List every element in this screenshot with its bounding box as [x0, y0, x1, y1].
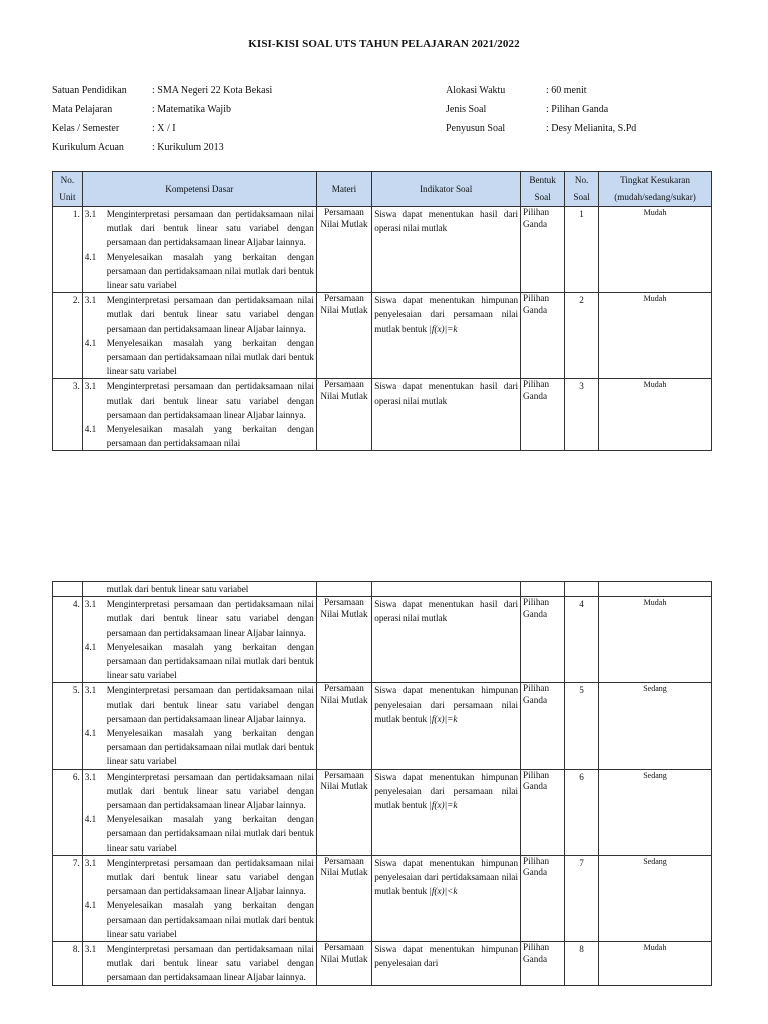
materi-cell: Persamaan Nilai Mutlak: [316, 597, 371, 683]
indikator-cell: [372, 207, 521, 293]
row-number: 5.: [53, 683, 83, 769]
kd-text: Menginterpretasi persamaan dan pertidaksamaan nilai mutlak dari bentuk linear satu variabel dengan persamaan dan pertidaksamaan linear Aljabar lainnya.: [106, 209, 314, 248]
kd-text: Menyelesaikan masalah yang berkaitan dengan persamaan dan pertidaksamaan nilai mutlak dari bentuk linear satu variabel: [106, 900, 314, 939]
table-row: [53, 293, 712, 379]
meta-row: [446, 81, 636, 100]
tingkat-cell: Mudah: [599, 942, 712, 986]
header-no-unit: No. Unit: [53, 172, 83, 207]
kompetensi-cell: [82, 855, 316, 941]
kd-text: Menyelesaikan masalah yang berkaitan dengan persamaan dan pertidaksamaan nilai mutlak dari bentuk linear satu variabel: [106, 641, 314, 681]
kd-text: Menyelesaikan masalah yang berkaitan dengan persamaan dan pertidaksamaan nilai: [106, 424, 314, 449]
materi-cell: Persamaan Nilai Mutlak: [316, 683, 371, 769]
kd-number: 4.1: [84, 900, 97, 911]
tingkat-cell: Sedang: [599, 683, 712, 769]
kd-number: 3.1: [84, 209, 97, 219]
header-tingkat: Tingkat Kesukaran (mudah/sedang/sukar): [599, 172, 712, 207]
no-soal-cell: [565, 582, 599, 597]
formula: |f(x)|<k: [429, 886, 458, 897]
row-number: 7.: [53, 855, 83, 941]
meta-value: : SMA Negeri 22 Kota Bekasi: [152, 85, 273, 96]
header-indikator: Indikator Soal: [372, 172, 521, 207]
no-soal-cell: 4: [565, 597, 599, 683]
kd-number: 4.1: [84, 424, 97, 435]
kd-text: Menginterpretasi persamaan dan pertidaksamaan nilai mutlak dari bentuk linear satu variabel dengan persamaan dan pertidaksamaan linear Aljabar lainnya.: [106, 944, 314, 983]
kd-3-1: [85, 683, 314, 726]
bentuk-cell: Pilihan Ganda: [521, 293, 565, 379]
meta-row: [446, 119, 636, 138]
bentuk-cell: Pilihan Ganda: [521, 942, 565, 986]
kompetensi-cell: [82, 379, 316, 451]
bentuk-cell: [521, 582, 565, 597]
materi-cell: Persamaan Nilai Mutlak: [316, 942, 371, 986]
row-number: [53, 582, 83, 597]
meta-right: [446, 81, 636, 138]
kd-number: 3.1: [84, 685, 97, 696]
meta-row: [52, 81, 272, 100]
kd-text: Menginterpretasi persamaan dan pertidaksamaan nilai mutlak dari bentuk linear satu variabel dengan persamaan dan pertidaksamaan linear Aljabar lainnya.: [106, 857, 314, 897]
header-materi: Materi: [316, 172, 371, 207]
kd-3-1: [85, 207, 314, 250]
kd-number: 4.1: [84, 337, 97, 348]
kd-text: mutlak dari bentuk linear satu variabel: [106, 584, 249, 594]
row-number: 6.: [53, 769, 83, 855]
document-title: KISI-KISI SOAL UTS TAHUN PELAJARAN 2021/2022: [248, 38, 520, 50]
meta-left: [52, 81, 272, 157]
meta-row: [52, 119, 272, 138]
tingkat-cell: Mudah: [599, 293, 712, 379]
header-bentuk: Bentuk Soal: [521, 172, 565, 207]
materi-cell: Persamaan Nilai Mutlak: [316, 855, 371, 941]
kd-3-1: [85, 770, 314, 813]
meta-label: Jenis Soal: [446, 104, 487, 115]
kd-3-1: [85, 856, 314, 899]
no-soal-cell: 3: [565, 379, 599, 451]
kd-4-1: [85, 336, 314, 379]
kisi-kisi-table-continued: [52, 581, 712, 986]
kisi-kisi-table: [52, 171, 712, 451]
indikator-text: Siswa dapat menentukan himpunan penyelesaian dari persamaan nilai mutlak bentuk: [374, 685, 519, 724]
meta-row: [446, 100, 636, 119]
bentuk-cell: Pilihan Ganda: [521, 597, 565, 683]
kd-4-1: [85, 812, 314, 855]
indikator-cell: [372, 597, 521, 683]
meta-row: [52, 138, 272, 157]
kompetensi-cell: [82, 293, 316, 379]
kd-4-1: [85, 640, 314, 683]
kd-text: Menyelesaikan masalah yang berkaitan dengan persamaan dan pertidaksamaan nilai mutlak dari bentuk linear satu variabel: [106, 251, 314, 291]
materi-cell: [316, 582, 371, 597]
header-kompetensi: Kompetensi Dasar: [82, 172, 316, 207]
meta-value: : Pilihan Ganda: [546, 104, 609, 115]
bentuk-cell: Pilihan Ganda: [521, 379, 565, 451]
formula: |f(x)|=k: [429, 800, 458, 811]
indikator-text: Siswa dapat menentukan hasil dari operasi nilai mutlak: [374, 381, 519, 406]
meta-label: Kurikulum Acuan: [52, 142, 124, 153]
meta-value: : 60 menit: [546, 85, 587, 96]
table-row: [53, 942, 712, 986]
kd-text: Menginterpretasi persamaan dan pertidaksamaan nilai mutlak dari bentuk linear satu variabel dengan persamaan dan pertidaksamaan linear Aljabar lainnya.: [106, 381, 314, 420]
kd-4-1: [85, 422, 314, 450]
table-row: [53, 769, 712, 855]
formula: |f(x)|=k: [429, 713, 458, 724]
tingkat-cell: Sedang: [599, 855, 712, 941]
indikator-text: Siswa dapat menentukan hasil dari operasi nilai mutlak: [374, 209, 519, 234]
kd-text: Menyelesaikan masalah yang berkaitan dengan persamaan dan pertidaksamaan nilai mutlak dari bentuk linear satu variabel: [106, 337, 314, 377]
kompetensi-cell: [82, 597, 316, 683]
no-soal-cell: 2: [565, 293, 599, 379]
no-soal-cell: 8: [565, 942, 599, 986]
kompetensi-cell: [82, 683, 316, 769]
meta-label: Kelas / Semester: [52, 123, 120, 134]
kd-number: 3.1: [84, 599, 97, 610]
formula: |f(x)|=k: [429, 323, 458, 334]
no-soal-cell: 1: [565, 207, 599, 293]
meta-label: Mata Pelajaran: [52, 104, 113, 115]
no-soal-cell: 7: [565, 855, 599, 941]
kd-text: Menyelesaikan masalah yang berkaitan dengan persamaan dan pertidaksamaan nilai mutlak dari bentuk linear satu variabel: [106, 814, 314, 853]
kompetensi-cell: [82, 942, 316, 986]
indikator-text: Siswa dapat menentukan hasil dari operasi nilai mutlak: [374, 599, 519, 624]
meta-label: Satuan Pendidikan: [52, 85, 127, 96]
kd-3-1: [85, 942, 314, 985]
bentuk-cell: Pilihan Ganda: [521, 855, 565, 941]
indikator-cell: [372, 683, 521, 769]
bentuk-cell: Pilihan Ganda: [521, 683, 565, 769]
kd-4-1: [85, 898, 314, 941]
table-row: [53, 855, 712, 941]
table-header-row: [53, 172, 712, 207]
kd-4-1: [85, 250, 314, 293]
kd-number: 3.1: [84, 944, 97, 955]
table-row: [53, 597, 712, 683]
kd-number: 3.1: [84, 857, 97, 868]
kompetensi-cell: [82, 582, 316, 597]
row-number: 4.: [53, 597, 83, 683]
row-number: 8.: [53, 942, 83, 986]
kd-number: 4.1: [84, 728, 97, 739]
kd-3-1: [85, 293, 314, 336]
indikator-cell: [372, 293, 521, 379]
meta-value: : Desy Melianita, S.Pd: [546, 123, 637, 134]
tingkat-cell: Mudah: [599, 597, 712, 683]
header-no-soal: No. Soal: [565, 172, 599, 207]
indikator-text: Siswa dapat menentukan himpunan penyelesaian dari persamaan nilai mutlak bentuk: [374, 771, 519, 811]
kd-3-1: [85, 597, 314, 640]
bentuk-cell: Pilihan Ganda: [521, 769, 565, 855]
kd-4-1: [85, 726, 314, 769]
row-number: 1.: [53, 207, 83, 293]
indikator-cell: [372, 942, 521, 986]
kd-text: Menginterpretasi persamaan dan pertidaksamaan nilai mutlak dari bentuk linear satu variabel dengan persamaan dan pertidaksamaan linear Aljabar lainnya.: [106, 295, 314, 334]
kd-number: 4.1: [84, 814, 97, 825]
kd-text: Menyelesaikan masalah yang berkaitan dengan persamaan dan pertidaksamaan nilai mutlak dari bentuk linear satu variabel: [106, 728, 314, 767]
table-row-continued: [53, 582, 712, 597]
tingkat-cell: Sedang: [599, 769, 712, 855]
meta-label: Alokasi Waktu: [446, 85, 506, 96]
meta-value: : X / I: [152, 123, 176, 134]
materi-cell: Persamaan Nilai Mutlak: [316, 379, 371, 451]
kd-number: 3.1: [84, 295, 97, 306]
meta-value: : Matematika Wajib: [152, 104, 231, 115]
kd-number: 4.1: [84, 251, 97, 262]
indikator-cell: [372, 582, 521, 597]
no-soal-cell: 5: [565, 683, 599, 769]
table-row: [53, 683, 712, 769]
materi-cell: Persamaan Nilai Mutlak: [316, 293, 371, 379]
meta-label: Penyusun Soal: [446, 123, 506, 134]
tingkat-cell: Mudah: [599, 207, 712, 293]
bentuk-cell: Pilihan Ganda: [521, 207, 565, 293]
tingkat-cell: [599, 582, 712, 597]
row-number: 2.: [53, 293, 83, 379]
kd-3-1: [85, 379, 314, 422]
kd-number: 3.1: [84, 771, 97, 782]
no-soal-cell: 6: [565, 769, 599, 855]
indikator-cell: [372, 769, 521, 855]
indikator-text: Siswa dapat menentukan himpunan penyelesaian dari persamaan nilai mutlak bentuk: [374, 295, 519, 334]
kd-number: 4.1: [84, 641, 97, 652]
meta-row: [52, 100, 272, 119]
table-row: [53, 379, 712, 451]
table-row: [53, 207, 712, 293]
indikator-text: Siswa dapat menentukan himpunan penyelesaian dari pertidaksamaan nilai mutlak bentuk: [374, 857, 519, 897]
kompetensi-cell: [82, 207, 316, 293]
kd-text: Menginterpretasi persamaan dan pertidaksamaan nilai mutlak dari bentuk linear satu variabel dengan persamaan dan pertidaksamaan linear Aljabar lainnya.: [106, 771, 314, 811]
row-number: 3.: [53, 379, 83, 451]
meta-value: : Kurikulum 2013: [152, 142, 224, 153]
kd-number: 3.1: [84, 381, 97, 392]
tingkat-cell: Mudah: [599, 379, 712, 451]
kd-text: Menginterpretasi persamaan dan pertidaksamaan nilai mutlak dari bentuk linear satu variabel dengan persamaan dan pertidaksamaan linear Aljabar lainnya.: [106, 685, 314, 724]
kd-text: Menginterpretasi persamaan dan pertidaksamaan nilai mutlak dari bentuk linear satu variabel dengan persamaan dan pertidaksamaan linear Aljabar lainnya.: [106, 599, 314, 638]
indikator-cell: [372, 855, 521, 941]
materi-cell: Persamaan Nilai Mutlak: [316, 769, 371, 855]
indikator-text: Siswa dapat menentukan himpunan penyelesaian dari: [374, 944, 519, 969]
kompetensi-cell: [82, 769, 316, 855]
indikator-cell: [372, 379, 521, 451]
materi-cell: Persamaan Nilai Mutlak: [316, 207, 371, 293]
